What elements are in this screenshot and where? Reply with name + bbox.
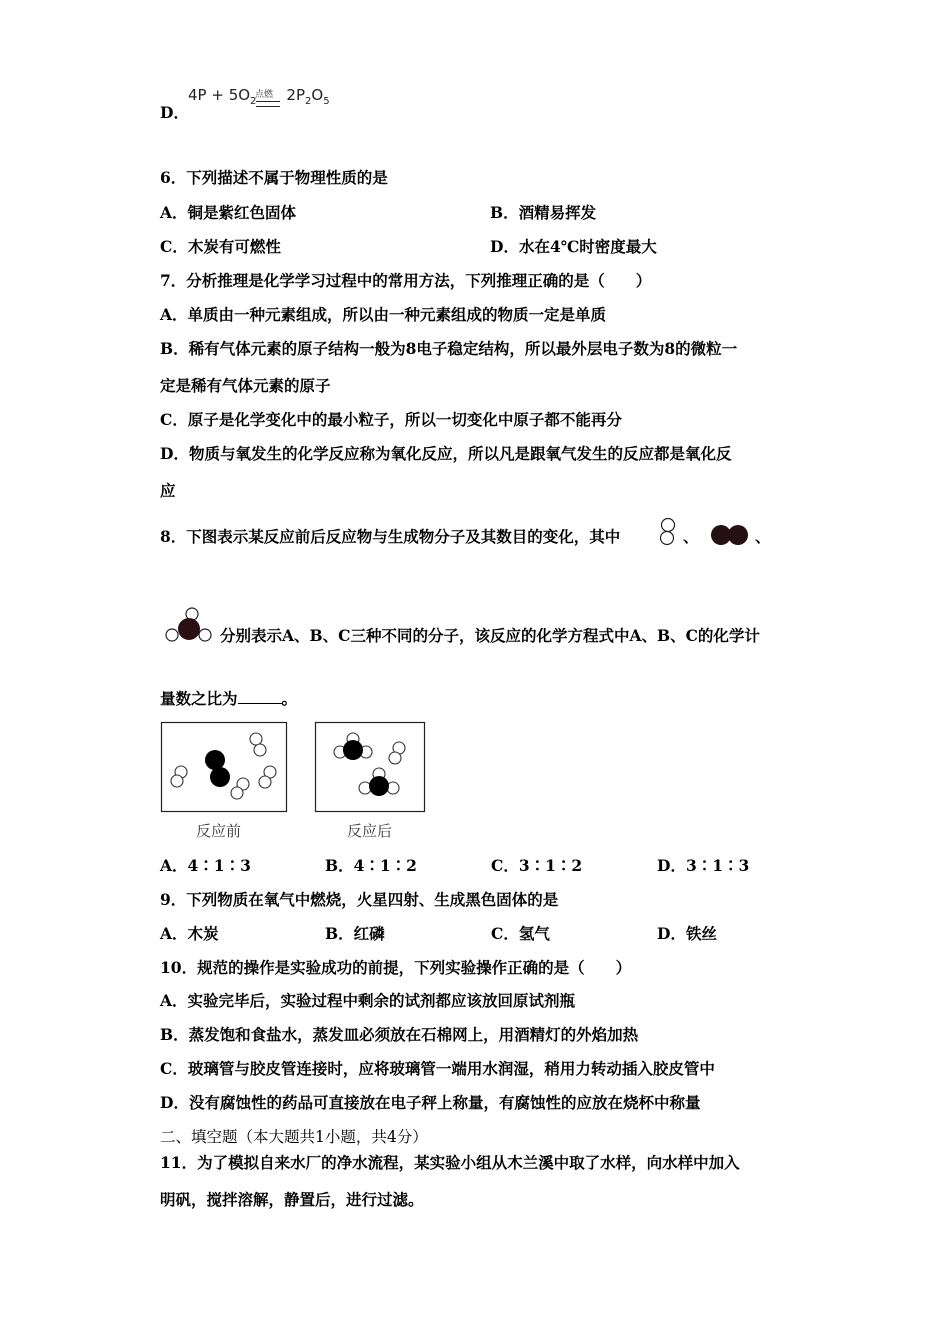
q6-option-c: C．木炭有可燃性 <box>160 237 281 256</box>
q9-option-b: B．红磷 <box>325 924 385 943</box>
section-title: 二、填空题（本大题共1小题，共4分） <box>160 1128 428 1146</box>
q9-option-d: D．铁丝 <box>657 924 717 943</box>
q9-stem: 9．下列物质在氧气中燃烧，火星四射、生成黑色固体的是 <box>160 890 559 909</box>
q9-option-a: A．木炭 <box>160 924 219 943</box>
q10-option-c: C．玻璃管与胶皮管连接时，应将玻璃管一端用水润湿，稍用力转动插入胶皮管中 <box>160 1059 715 1078</box>
q11-line1: 11．为了模拟自来水厂的净水流程，某实验小组从木兰溪中取了水样，向水样中加入 <box>160 1153 740 1172</box>
q7-option-a: A．单质由一种元素组成，所以由一种元素组成的物质一定是单质 <box>160 305 607 324</box>
q5-option-d-label: D． <box>160 103 189 122</box>
q8-option-c: C．3∶1∶2 <box>491 856 583 875</box>
q7-option-b-line1: B．稀有气体元素的原子结构一般为8电子稳定结构，所以最外层电子数为8的微粒一 <box>160 339 738 358</box>
equation-equals-sign <box>256 101 280 107</box>
q7-option-b-line2: 定是稀有气体元素的原子 <box>160 376 331 395</box>
caption-before-reaction: 反应前 <box>196 822 242 840</box>
equation-left: 4P + 5O <box>188 86 251 104</box>
q6-option-d: D．水在4℃时密度最大 <box>490 237 657 256</box>
q8-option-d: D．3∶1∶3 <box>657 856 750 875</box>
molecule-b-icon <box>710 523 754 549</box>
answer-blank <box>238 689 282 704</box>
q6-option-b: B．酒精易挥发 <box>490 203 597 222</box>
q10-stem: 10．规范的操作是实验成功的前提，下列实验操作正确的是（ ） <box>160 958 632 977</box>
q8-option-a: A．4∶1∶3 <box>160 856 251 875</box>
molecule-c-icon <box>162 604 214 644</box>
q10-option-d: D．没有腐蚀性的药品可直接放在电子秤上称量，有腐蚀性的应放在烧杯中称量 <box>160 1093 701 1112</box>
q6-option-a: A．铜是紫红色固体 <box>160 203 297 222</box>
equation-o: O <box>311 86 324 104</box>
q6-stem: 6．下列描述不属于物理性质的是 <box>160 168 388 187</box>
q8-separator: 、 <box>683 527 699 546</box>
q7-option-d-line1: D．物质与氧发生的化学反应称为氧化反应，所以凡是跟氧气发生的反应都是氧化反 <box>160 444 732 463</box>
q8-stem-line3 <box>160 689 297 709</box>
equation-sub: 2 <box>250 96 257 107</box>
q7-stem: 7．分析推理是化学学习过程中的常用方法，下列推理正确的是（ ） <box>160 271 652 290</box>
q8-stem-line1 <box>160 527 620 547</box>
equation-right: 2P <box>286 86 306 104</box>
q8-separator: 、 <box>755 527 771 546</box>
diagram-after-reaction <box>315 722 425 812</box>
q7-option-d-line2: 应 <box>160 481 176 500</box>
q8-stem-end: 。 <box>281 689 298 708</box>
q9-option-c: C．氢气 <box>491 924 550 943</box>
diagram-before-reaction <box>161 722 287 812</box>
reaction-condition: 点燃 <box>255 90 274 100</box>
q8-stem-part3: 量数之比为 <box>160 689 238 708</box>
q10-option-a: A．实验完毕后，实验过程中剩余的试剂都应该放回原试剂瓶 <box>160 991 576 1010</box>
caption-after-reaction: 反应后 <box>347 822 393 840</box>
equation-sub: 2 <box>305 96 312 107</box>
q8-stem-line2: 分别表示A、B、C三种不同的分子，该反应的化学方程式中A、B、C的化学计 <box>220 626 760 645</box>
q8-stem-part1: 8．下图表示某反应前后反应物与生成物分子及其数目的变化，其中 <box>160 527 621 546</box>
q11-line2: 明矾，搅拌溶解，静置后，进行过滤。 <box>160 1190 424 1209</box>
equation-sub: 5 <box>323 96 330 107</box>
q10-option-b: B．蒸发饱和食盐水，蒸发皿必须放在石棉网上，用酒精灯的外焰加热 <box>160 1025 639 1044</box>
q7-option-c: C．原子是化学变化中的最小粒子，所以一切变化中原子都不能再分 <box>160 410 622 429</box>
molecule-a-icon <box>658 516 678 550</box>
q8-option-b: B．4∶1∶2 <box>325 856 417 875</box>
